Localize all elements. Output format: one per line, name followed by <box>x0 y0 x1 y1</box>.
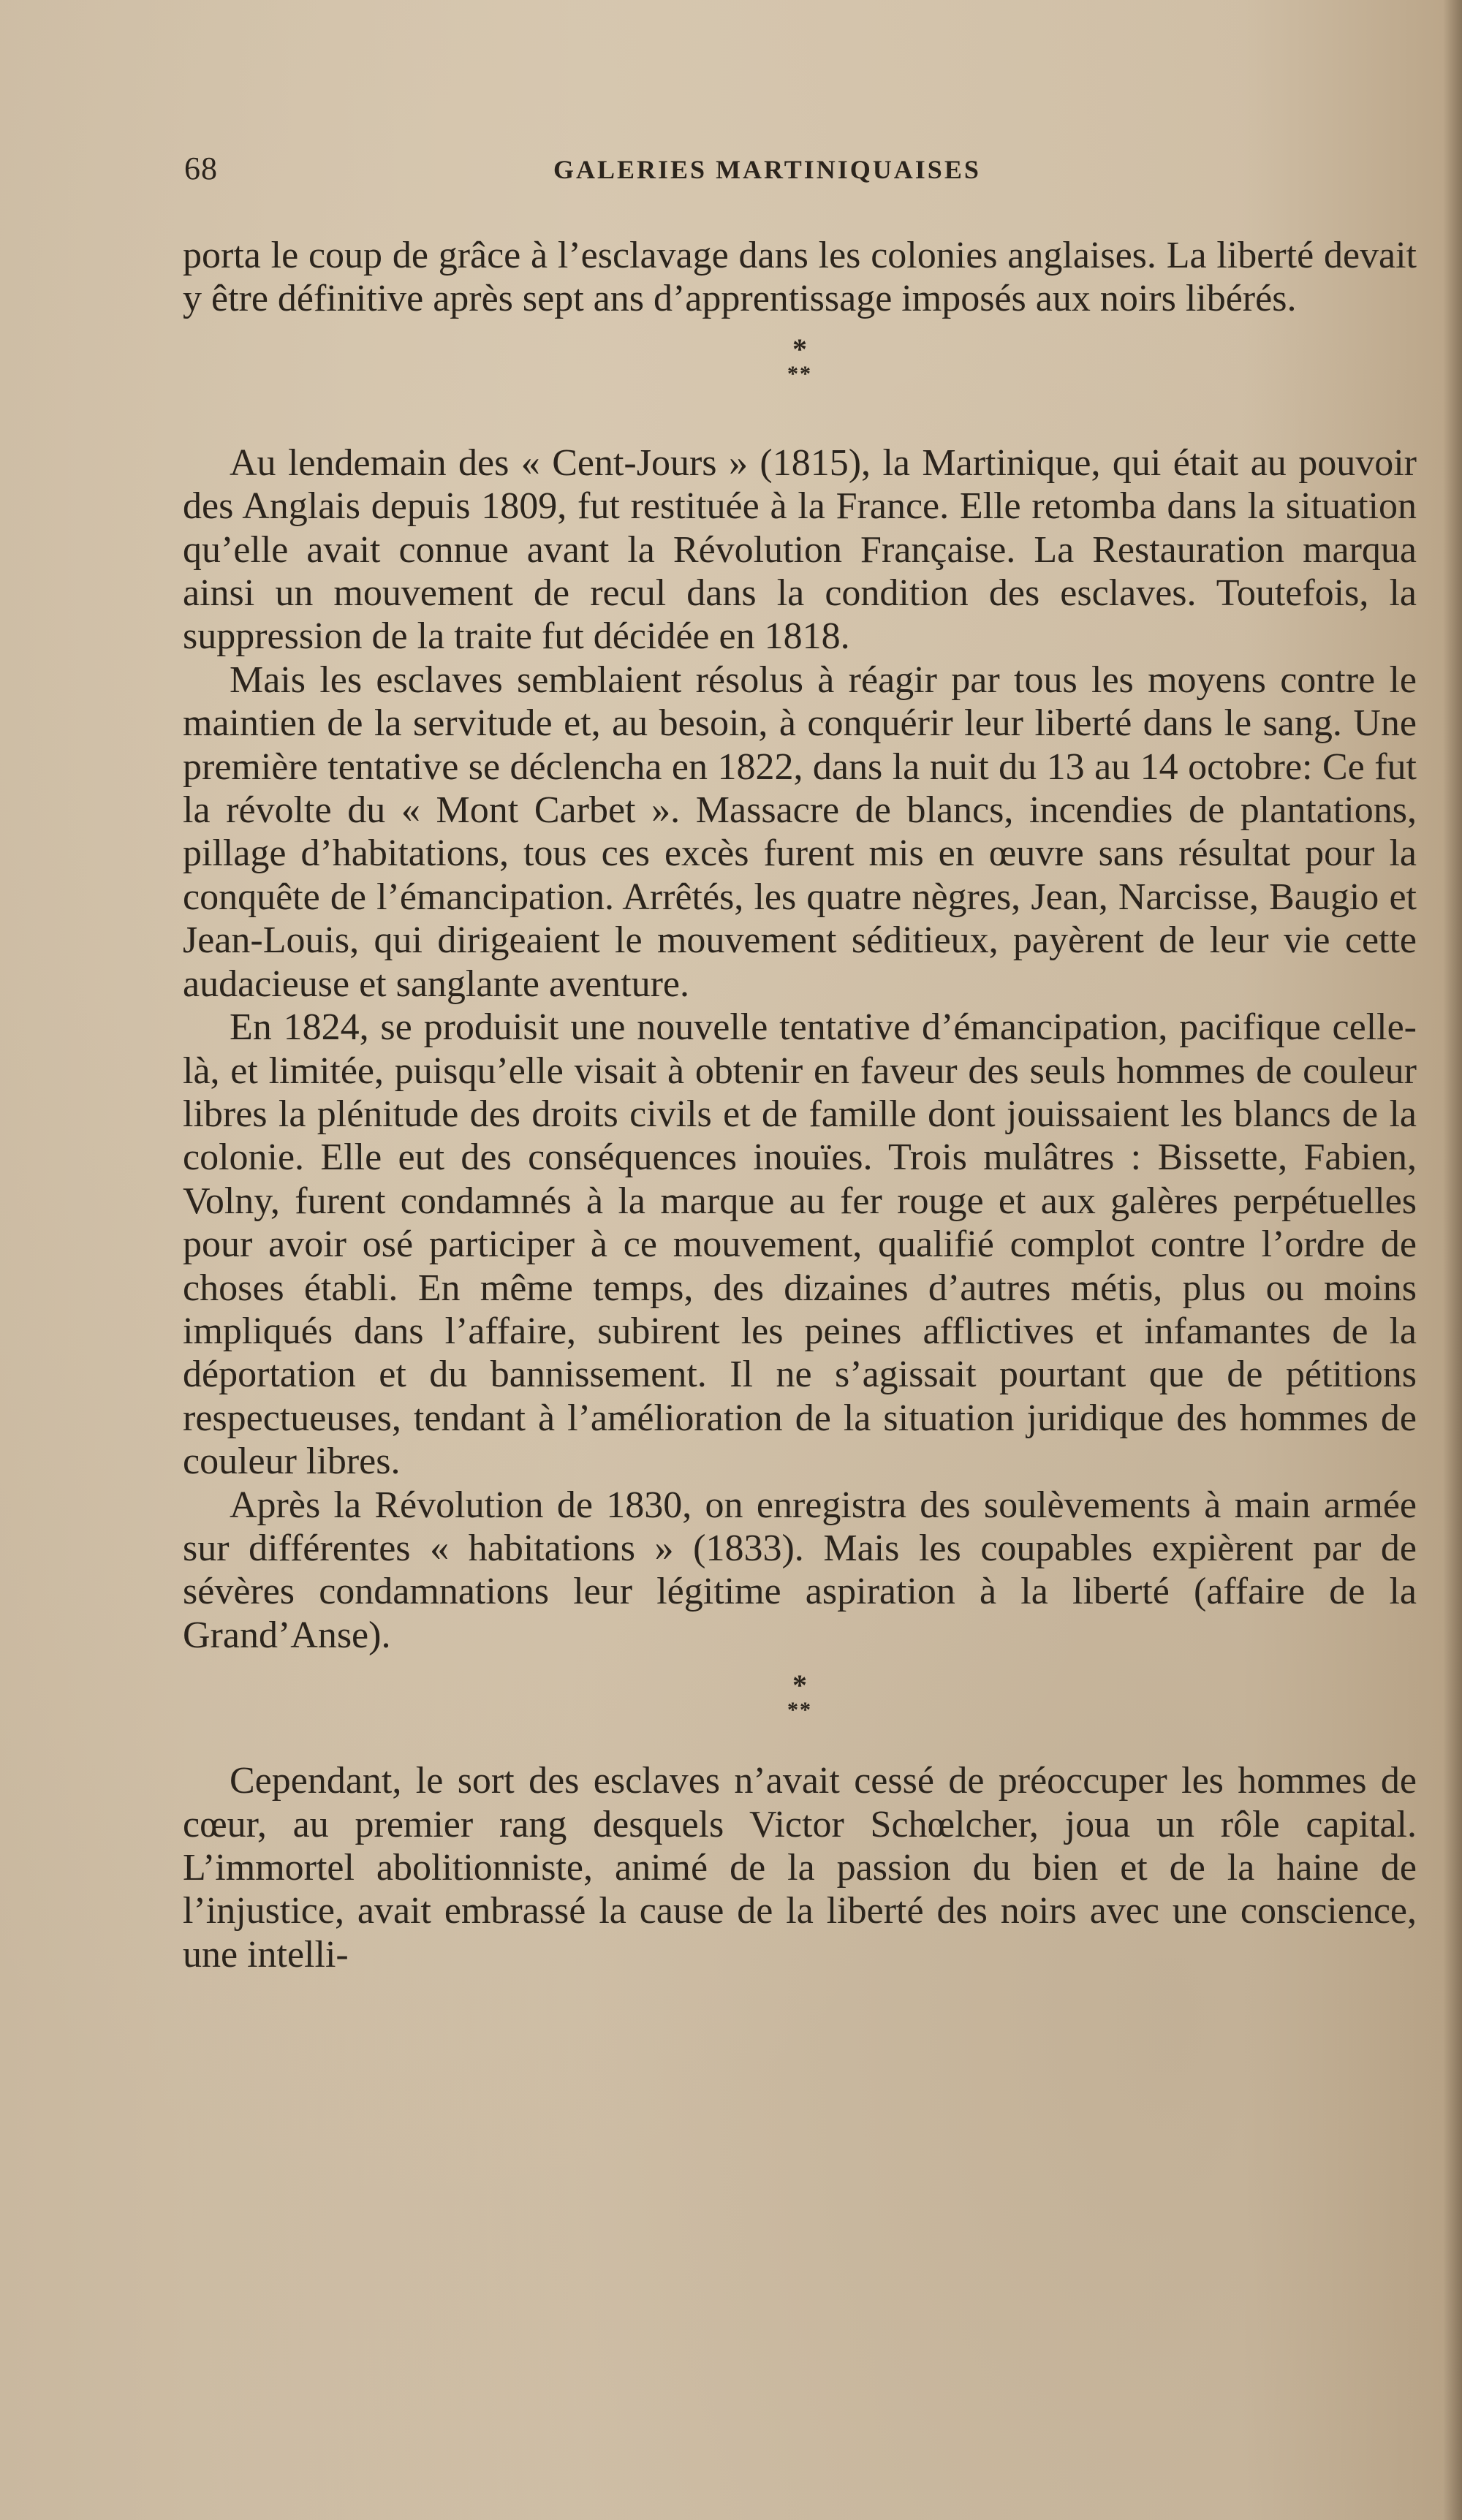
paragraph-2: Au lendemain des « Cent-Jours » (1815), la Martinique, qui était au pouvoir des Anglais depuis 1809, fut restituée à la France. Elle retomba dans la situation qu’elle avait connue avant la Révolution Française. La Restauration marqua ainsi un mouvement de recul dans la condition des esclaves. Toutefois, la suppression de la traite fut décidée en 1818. <box>183 441 1417 658</box>
paragraph-6: Cependant, le sort des esclaves n’avait cessé de préoccuper les hommes de cœur, au premier rang desquels Victor Schœlcher, joua un rôle capital. L’immortel abolitionniste, animé de la passion du bien et de la haine de l’injustice, avait embrassé la cause de la liberté des noirs avec une conscience, une intelli- <box>183 1760 1417 1976</box>
section-separator-2 <box>183 1657 1417 1759</box>
paragraph-1: porta le coup de grâce à l’esclavage dans les colonies anglaises. La liberté devait y être définitive après sept ans d’apprentissage imposés aux noirs libérés. <box>183 235 1417 320</box>
page-number: 68 <box>184 151 218 186</box>
page-edge-shadow <box>1443 0 1462 2520</box>
paragraph-3: Mais les esclaves semblaient résolus à réagir par tous les moyens contre le maintien de la servitude et, au besoin, à conquérir leur liberté dans le sang. Une première tentative se déclencha en 1822, dans la nuit du 13 au 14 octobre: Ce fut la révolte du « Mont Carbet ». Massacre de blancs, incendies de plantations, pillage d’habitations, tous ces excès furent mis en œuvre sans résultat pour la conquête de l’émancipation. Arrêtés, les quatre nègres, Jean, Narcisse, Baugio et Jean-Louis, qui dirigeaient le mouvement séditieux, payèrent de leur vie cette audacieuse et sanglante aventure. <box>183 659 1417 1005</box>
body-text <box>183 234 1417 1976</box>
page-header <box>184 150 1442 194</box>
section-separator-1 <box>183 321 1417 441</box>
paragraph-5: Après la Révolution de 1830, on enregistra des soulèvements à main armée sur différentes « habitations » (1833). Mais les coupables expièrent par de sévères condamnations leur légitime aspiration à la liberté (affaire de la Grand’Anse). <box>183 1484 1417 1656</box>
running-title: GALERIES MARTINIQUAISES <box>553 155 981 184</box>
paragraph-4: En 1824, se produisit une nouvelle tentative d’émancipation, pacifique celle-là, et limitée, puisqu’elle visait à obtenir en faveur des seuls hommes de couleur libres la plénitude des droits civils et de famille dont jouissaient les blancs de la colonie. Elle eut des conséquences inouïes. Trois mulâtres : Bissette, Fabien, Volny, furent condamnés à la marque au fer rouge et aux galères perpétuelles pour avoir osé participer à ce mouvement, qualifié complot contre l’ordre de choses établi. En même temps, des dizaines d’autres métis, plus ou moins impliqués dans l’affaire, subirent les peines afflictives et infamantes de la déportation et du bannissement. Il ne s’agissait pourtant que de pétitions respectueuses, tendant à l’amélioration de la situation juridique des hommes de couleur libres. <box>183 1006 1417 1483</box>
asterism-ornament: * ** <box>787 332 812 386</box>
asterism-ornament: * ** <box>787 1669 812 1723</box>
